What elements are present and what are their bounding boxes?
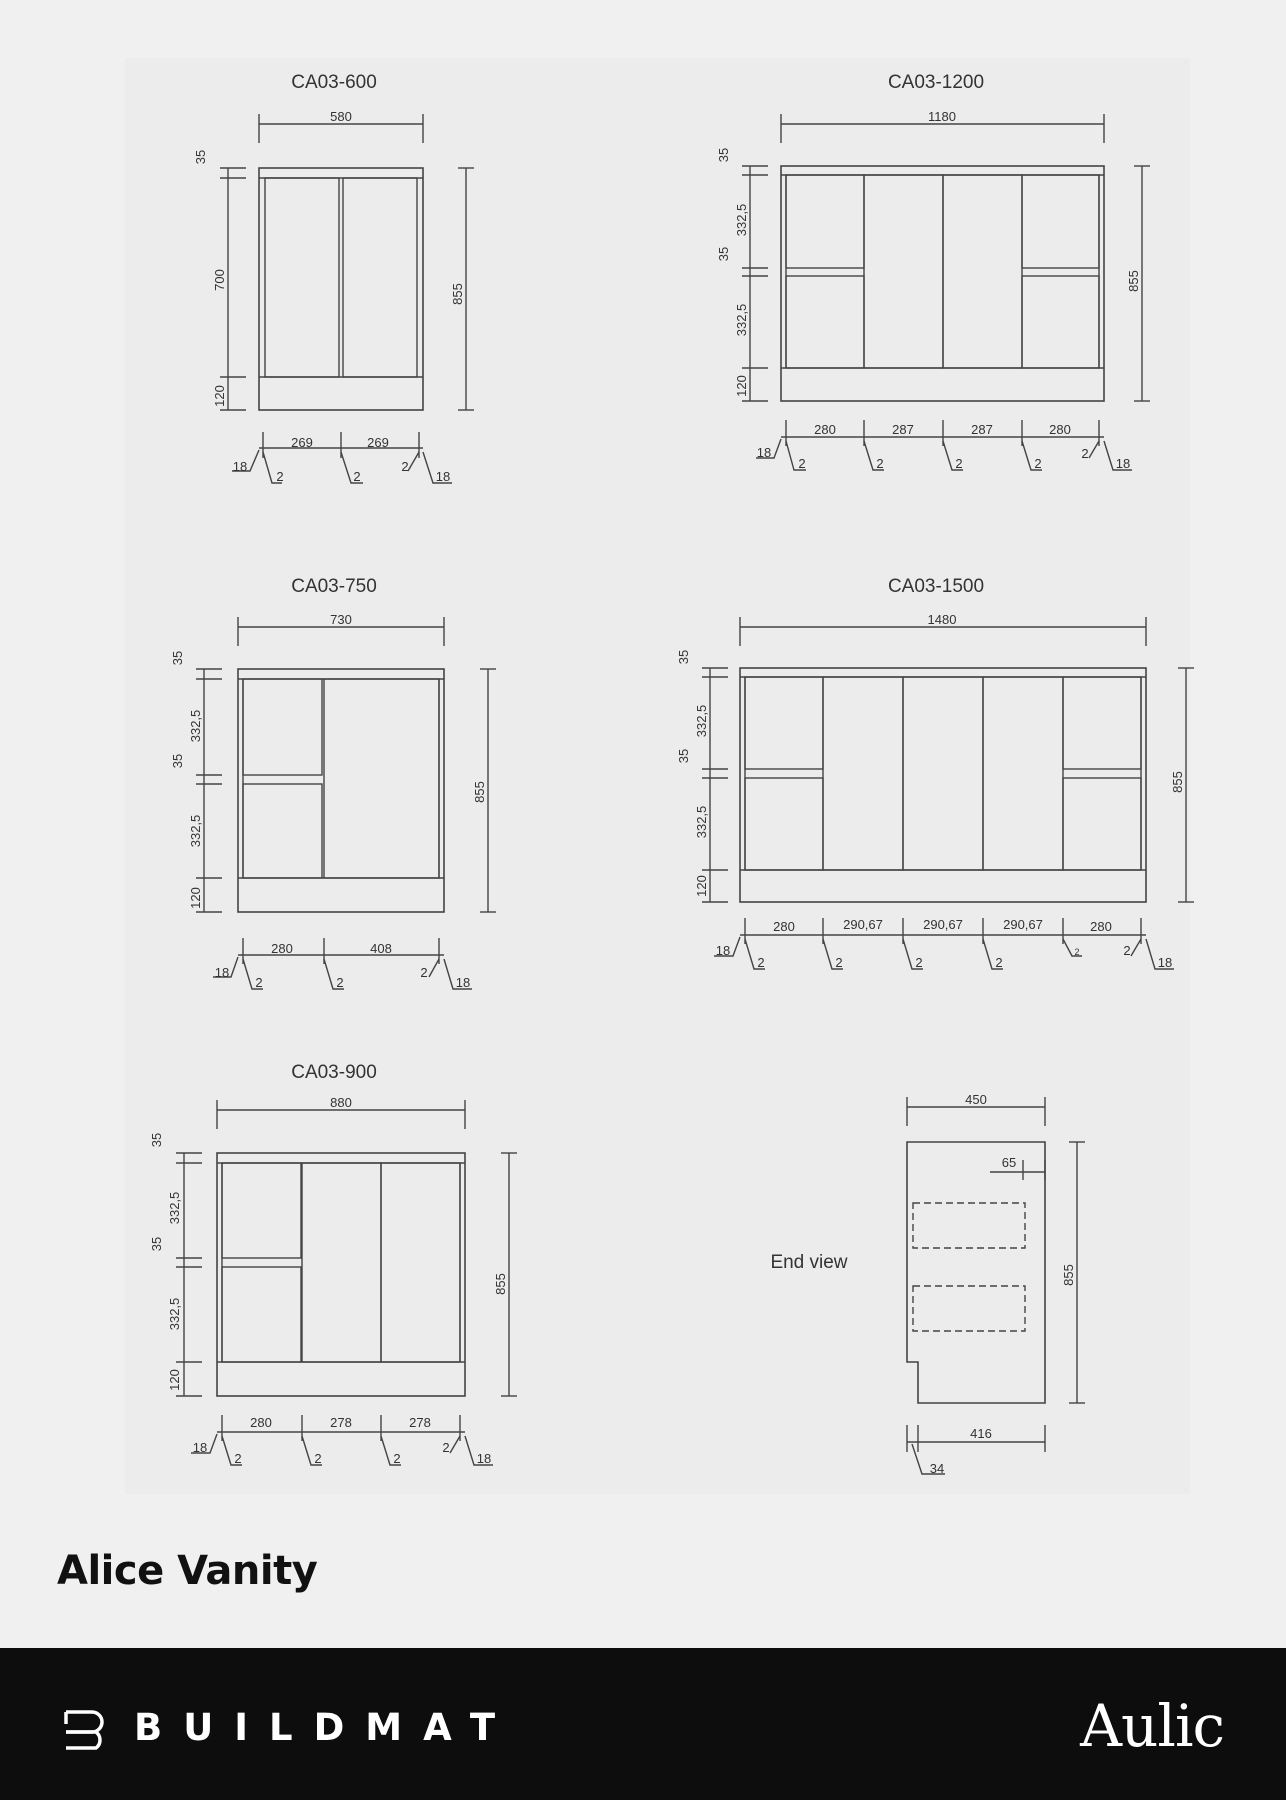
dim-gap5: 2: [1074, 947, 1080, 957]
aulic-logo: Aulic: [1080, 1692, 1224, 1760]
dim-height: 855: [493, 1273, 508, 1295]
dim-gap2: 2: [314, 1451, 322, 1466]
dim-kick: 120: [188, 887, 203, 909]
dim-gap2: 2: [353, 469, 361, 484]
dim-gap2: 2: [336, 975, 344, 990]
dim-gap1: 2: [234, 1451, 242, 1466]
drawing-title: CA03-1500: [887, 576, 985, 597]
dim-gap3: 2: [955, 456, 963, 471]
dim-lower: 332,5: [188, 814, 203, 848]
dim-overall-width: 880: [330, 1095, 352, 1110]
dim-kick: 120: [167, 1369, 182, 1391]
dim-gap3: 2: [401, 459, 409, 474]
dim-height: 855: [450, 283, 465, 305]
dim-height: 855: [1061, 1264, 1076, 1286]
dim-kick: 120: [734, 375, 749, 397]
dim-top: 35: [676, 649, 691, 665]
dim-height: 855: [1126, 270, 1141, 292]
dim-mid: 35: [716, 246, 731, 262]
dim-col4: 290,67: [1003, 917, 1043, 932]
dim-gap3: 2: [393, 1451, 401, 1466]
dim-overall-width: 1180: [928, 109, 956, 124]
dim-lower: 332,5: [167, 1297, 182, 1331]
dim-end-left: 18: [232, 459, 248, 474]
dim-col3: 287: [971, 422, 993, 437]
dim-top: 35: [149, 1132, 164, 1148]
dim-gap3: 2: [915, 955, 923, 970]
dim-top: 35: [170, 650, 185, 666]
dim-inset: 65: [1001, 1155, 1017, 1170]
dim-upper: 332,5: [167, 1191, 182, 1225]
dim-gap3: 2: [420, 965, 428, 980]
dim-gap2: 2: [835, 955, 843, 970]
dim-end-right: 18: [435, 469, 451, 484]
dim-end-left: 18: [192, 1440, 208, 1455]
drawing-ca03-1500: [676, 576, 1194, 970]
dim-gap4: 2: [1034, 456, 1042, 471]
dim-top: 35: [716, 147, 731, 163]
product-title: Alice Vanity: [57, 1548, 318, 1594]
dim-gap4: 2: [995, 955, 1003, 970]
drawing-end-view: [770, 1092, 1085, 1476]
dim-col1: 269: [291, 435, 313, 450]
dim-mid: 35: [676, 748, 691, 764]
drawing-title: CA03-1200: [887, 72, 985, 93]
dim-end-left: 18: [756, 445, 772, 460]
footer-bar: [0, 1648, 1286, 1800]
dim-kick: 120: [694, 875, 709, 897]
dim-col5: 280: [1090, 919, 1112, 934]
dim-gap6: 2: [1123, 943, 1131, 958]
dim-gap1: 2: [276, 469, 284, 484]
dim-col2: 287: [892, 422, 914, 437]
dim-upper: 332,5: [188, 709, 203, 743]
dim-top: 35: [193, 149, 208, 165]
dim-lower: 332,5: [734, 303, 749, 337]
drawing-ca03-900: [149, 1062, 517, 1466]
dim-upper: 332,5: [734, 203, 749, 237]
drawing-title: CA03-750: [291, 576, 377, 597]
dim-height: 855: [472, 781, 487, 803]
dim-end-right: 18: [476, 1451, 492, 1466]
dim-base-depth: 416: [970, 1426, 992, 1441]
dim-kick: 120: [212, 385, 227, 407]
buildmat-logo-icon: [62, 1708, 114, 1752]
dim-gap5: 2: [1081, 446, 1089, 461]
dim-col1: 280: [814, 422, 836, 437]
dim-col4: 280: [1049, 422, 1071, 437]
dim-upper: 332,5: [694, 704, 709, 738]
dim-end-right: 18: [1157, 955, 1173, 970]
dim-mid: 35: [149, 1236, 164, 1252]
dim-col3: 278: [409, 1415, 431, 1430]
drawing-title: CA03-600: [291, 72, 377, 93]
dim-gap1: 2: [757, 955, 765, 970]
dim-gap4: 2: [442, 1440, 450, 1455]
dim-col3: 290,67: [923, 917, 963, 932]
dim-overall-width: 730: [330, 612, 352, 627]
dim-end-left: 18: [715, 943, 731, 958]
dim-door: 700: [212, 269, 227, 291]
dim-gap2: 2: [876, 456, 884, 471]
dim-depth: 450: [965, 1092, 987, 1107]
buildmat-wordmark: BUILDMAT: [134, 1706, 517, 1749]
dim-col2: 269: [367, 435, 389, 450]
dim-gap1: 2: [255, 975, 263, 990]
dim-overall-width: 1480: [927, 612, 957, 627]
dim-overall-width: 580: [330, 109, 352, 124]
dim-toe: 34: [929, 1461, 945, 1476]
dim-end-right: 18: [1115, 456, 1131, 471]
dim-end-left: 18: [214, 965, 230, 980]
dim-mid: 35: [170, 753, 185, 769]
dim-col1: 280: [250, 1415, 272, 1430]
dim-end-right: 18: [455, 975, 471, 990]
end-view-label: End view: [770, 1252, 848, 1273]
drawing-ca03-600: [193, 72, 474, 484]
dim-col2: 290,67: [843, 917, 883, 932]
dim-col1: 280: [271, 941, 293, 956]
dim-height: 855: [1170, 771, 1185, 793]
dim-gap1: 2: [798, 456, 806, 471]
drawing-ca03-1200: [716, 72, 1150, 471]
dim-col1: 280: [773, 919, 795, 934]
drawing-ca03-750: [170, 576, 496, 990]
drawing-title: CA03-900: [291, 1062, 377, 1083]
dim-lower: 332,5: [694, 805, 709, 839]
dim-col2: 408: [370, 941, 392, 956]
dim-col2: 278: [330, 1415, 352, 1430]
